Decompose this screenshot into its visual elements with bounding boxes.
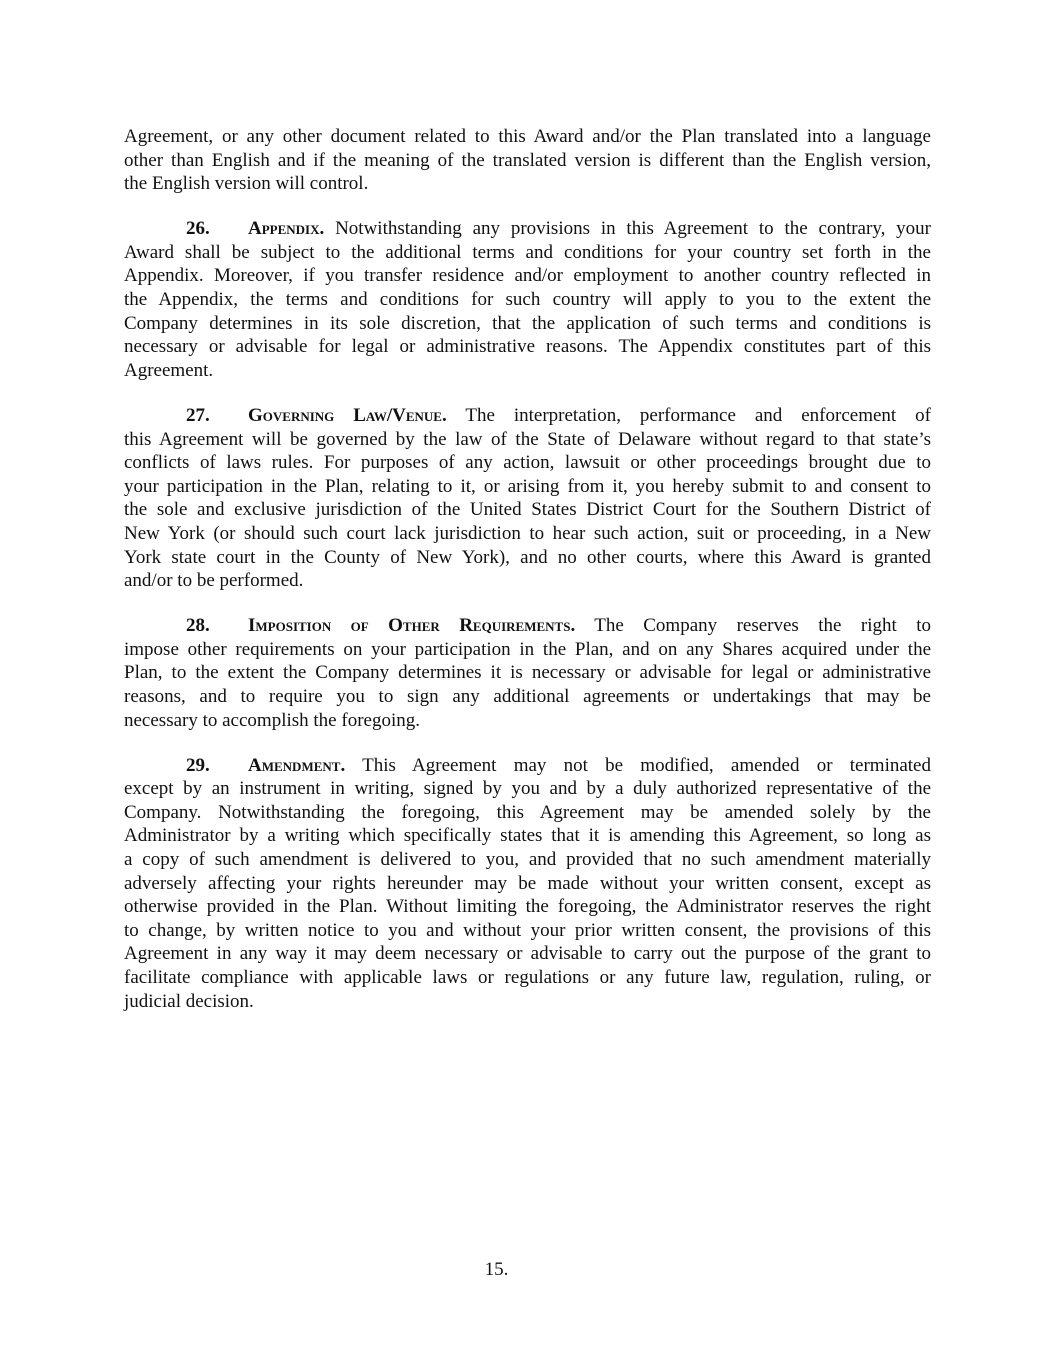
document-body: [124, 125, 931, 1035]
section-number: 26.: [186, 218, 210, 240]
text-line: Agreement in any way it may deem necessary or advisable to carry out the purpose of the grant to: [124, 943, 931, 965]
section-text: The Company reserves the right to: [575, 615, 931, 637]
text-line: Agreement, or any other document related to this Award and/or the Plan translated into a language: [124, 126, 931, 147]
section-number: 29.: [186, 754, 210, 776]
text-line: [124, 754, 931, 778]
section-heading: Amendment.: [248, 754, 346, 776]
text-line: necessary or advisable for legal or administrative reasons. The Appendix constitutes part of this: [124, 336, 931, 358]
section-number: 28.: [186, 615, 210, 637]
text-line: necessary to accomplish the foregoing.: [124, 709, 420, 731]
text-line: other than English and if the meaning of the translated version is different than the English version,: [124, 149, 931, 171]
text-line: Company. Notwithstanding the foregoing, this Agreement may be amended solely by the: [124, 801, 931, 823]
section-paragraph: [124, 125, 931, 196]
text-line: the Appendix, the terms and conditions for such country will apply to you to the extent the: [124, 289, 931, 311]
text-line: conflicts of laws rules. For purposes of any action, lawsuit or other proceedings brought due to: [124, 452, 931, 474]
text-line: the sole and exclusive jurisdiction of the United States District Court for the Southern District of: [124, 499, 931, 521]
section-text: The interpretation, performance and enforcement of: [446, 404, 931, 426]
text-line: Agreement.: [124, 359, 214, 381]
section-paragraph: [124, 404, 931, 593]
text-line: to change, by written notice to you and without your prior written consent, the provisions of this: [124, 919, 931, 941]
text-line: Plan, to the extent the Company determines it is necessary or advisable for legal or administrative: [124, 662, 931, 684]
text-line: reasons, and to require you to sign any additional agreements or undertakings that may be: [124, 685, 931, 707]
text-line: this Agreement will be governed by the law of the State of Delaware without regard to that state’s: [124, 428, 931, 450]
text-line: the English version will control.: [124, 173, 369, 195]
section-text: Notwithstanding any provisions in this Agreement to the contrary, your: [324, 218, 931, 240]
section-paragraph: [124, 754, 931, 1014]
section-paragraph: [124, 614, 931, 732]
text-line: New York (or should such court lack jurisdiction to hear such action, suit or proceeding, in a New: [124, 522, 931, 544]
page-number: 15.: [484, 1259, 509, 1280]
text-line: adversely affecting your rights hereunder may be made without your written consent, except as: [124, 872, 931, 894]
text-line: otherwise provided in the Plan. Without limiting the foregoing, the Administrator reserves the right: [124, 896, 931, 918]
text-line: [124, 614, 931, 638]
text-line: except by an instrument in writing, signed by you and by a duly authorized representative of the: [124, 778, 931, 800]
section-number: 27.: [186, 404, 210, 426]
text-line: judicial decision.: [124, 990, 254, 1012]
section-heading: Imposition of Other Requirements.: [248, 615, 576, 637]
text-line: your participation in the Plan, relating to it, or arising from it, you hereby submit to and consent to: [124, 475, 931, 497]
section-heading: Governing Law/Venue.: [248, 404, 447, 426]
text-line: and/or to be performed.: [124, 570, 304, 592]
text-line: Appendix. Moreover, if you transfer residence and/or employment to another country reflected in: [124, 265, 931, 287]
text-line: a copy of such amendment is delivered to you, and provided that no such amendment materially: [124, 849, 931, 871]
text-line: Award shall be subject to the additional terms and conditions for your country set forth in the: [124, 241, 931, 263]
section-heading: Appendix.: [248, 218, 325, 240]
section-paragraph: [124, 217, 931, 382]
text-line: facilitate compliance with applicable laws or regulations or any future law, regulation, ruling, or: [124, 967, 931, 988]
text-line: York state court in the County of New York), and no other courts, where this Award is granted: [124, 546, 931, 568]
section-text: This Agreement may not be modified, amended or terminated: [345, 754, 931, 776]
text-line: [124, 404, 931, 428]
text-line: Company determines in its sole discretion, that the application of such terms and conditions is: [124, 312, 931, 334]
text-line: impose other requirements on your participation in the Plan, and on any Shares acquired under the: [124, 638, 931, 660]
text-line: [124, 217, 931, 241]
text-line: Administrator by a writing which specifically states that it is amending this Agreement, so long as: [124, 825, 931, 847]
